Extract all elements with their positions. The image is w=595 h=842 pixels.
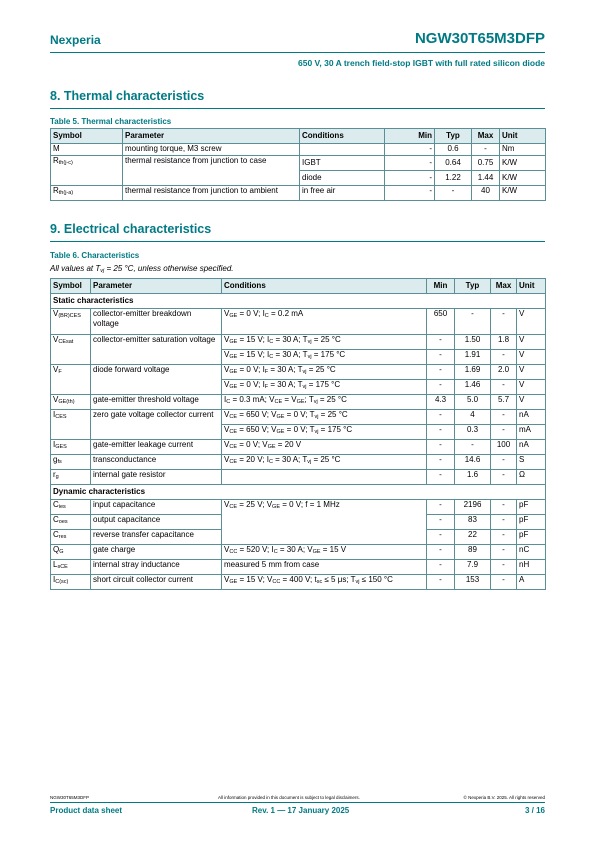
- unit-cell: A: [517, 575, 546, 590]
- col-header: Unit: [500, 129, 546, 144]
- unit-cell: nA: [517, 410, 546, 425]
- parameter-cell: reverse transfer capacitance: [91, 530, 222, 545]
- parameter-cell: transconductance: [91, 455, 222, 470]
- typ-cell: 89: [455, 545, 491, 560]
- footer-doc-type: Product data sheet: [50, 806, 123, 815]
- conditions-cell: $V_{GE} = 0$ V; $I_F = 30$ A; $T_{vj} = 25$ °C: [222, 365, 427, 380]
- conditions-cell: measured 5 mm from case: [222, 560, 427, 575]
- table-row: [51, 309, 546, 335]
- unit-cell: Ω: [517, 470, 546, 485]
- max-cell: -: [491, 500, 517, 515]
- unit-cell: K/W: [500, 156, 546, 171]
- unit-cell: V: [517, 395, 546, 410]
- parameter-cell: output capacitance: [91, 515, 222, 530]
- table-row: [51, 545, 546, 560]
- symbol-cell: $Q_G$: [51, 545, 91, 560]
- col-header: Typ: [435, 129, 472, 144]
- symbol-cell: $L_{sCE}$: [51, 560, 91, 575]
- table-header-row: [51, 279, 546, 294]
- col-header: Parameter: [91, 279, 222, 294]
- parameter-cell: thermal resistance from junction to ambient: [123, 186, 300, 201]
- conditions-cell: $V_{CE} = 25$ V; $V_{GE} = 0$ V; f = 1 MHz: [222, 500, 427, 545]
- section-8-divider: [50, 108, 545, 109]
- table-row: [51, 365, 546, 380]
- min-cell: -: [427, 575, 455, 590]
- typ-cell: 1.69: [455, 365, 491, 380]
- unit-cell: V: [517, 380, 546, 395]
- max-cell: -: [491, 575, 517, 590]
- static-characteristics-label: Static characteristics: [51, 294, 546, 309]
- symbol-cell: $R_{th(j-c)}$: [51, 156, 123, 186]
- unit-cell: nC: [517, 545, 546, 560]
- typ-cell: 22: [455, 530, 491, 545]
- unit-cell: Nm: [500, 144, 546, 156]
- table-row: [51, 395, 546, 410]
- typ-cell: 1.22: [435, 171, 472, 186]
- table-row: [51, 560, 546, 575]
- symbol-cell: $I_{C(sc)}$: [51, 575, 91, 590]
- conditions-cell: $V_{GE} = 15$ V; $I_C = 30$ A; $T_{vj} = 175$ °C: [222, 350, 427, 365]
- max-cell: -: [491, 350, 517, 365]
- typ-cell: 1.6: [455, 470, 491, 485]
- max-cell: -: [491, 560, 517, 575]
- col-header: Max: [491, 279, 517, 294]
- min-cell: -: [427, 335, 455, 350]
- table-row: [51, 335, 546, 350]
- symbol-cell: $V_F$: [51, 365, 91, 395]
- min-cell: -: [427, 545, 455, 560]
- section-9-divider: [50, 241, 545, 242]
- min-cell: -: [427, 455, 455, 470]
- thermal-table: [50, 128, 546, 201]
- symbol-cell: $C_{oes}$: [51, 515, 91, 530]
- symbol-cell: $R_{th(j-a)}$: [51, 186, 123, 201]
- unit-cell: V: [517, 309, 546, 335]
- table-row: [51, 156, 546, 171]
- conditions-cell: in free air: [300, 186, 385, 201]
- conditions-cell: $I_C = 0.3$ mA; $V_{CE} = V_{GE}$; $T_{vj} = 25$ °C: [222, 395, 427, 410]
- typ-cell: 1.50: [455, 335, 491, 350]
- max-cell: 1.44: [472, 171, 500, 186]
- document-subtitle: 650 V, 30 A trench field-stop IGBT with full rated silicon diode: [297, 58, 545, 68]
- parameter-cell: gate-emitter threshold voltage: [91, 395, 222, 410]
- unit-cell: nH: [517, 560, 546, 575]
- min-cell: -: [385, 171, 435, 186]
- section-row: [51, 485, 546, 500]
- min-cell: -: [427, 350, 455, 365]
- table-row: [51, 144, 546, 156]
- section-9-title: 9. Electrical characteristics: [50, 222, 212, 236]
- table-5-caption: Table 5. Thermal characteristics: [50, 117, 172, 126]
- col-header: Max: [472, 129, 500, 144]
- footer-revision: Rev. 1 — 17 January 2025: [252, 806, 350, 815]
- min-cell: -: [427, 530, 455, 545]
- parameter-cell: diode forward voltage: [91, 365, 222, 395]
- conditions-cell: $V_{CC} = 520$ V; $I_C = 30$ A; $V_{GE} = 15$ V: [222, 545, 427, 560]
- max-cell: -: [491, 309, 517, 335]
- min-cell: -: [385, 144, 435, 156]
- typ-cell: 14.6: [455, 455, 491, 470]
- typ-cell: 2196: [455, 500, 491, 515]
- min-cell: -: [427, 365, 455, 380]
- max-cell: 40: [472, 186, 500, 201]
- parameter-cell: mounting torque, M3 screw: [123, 144, 300, 156]
- parameter-cell: input capacitance: [91, 500, 222, 515]
- max-cell: -: [491, 380, 517, 395]
- min-cell: -: [427, 380, 455, 395]
- parameter-cell: collector-emitter saturation voltage: [91, 335, 222, 365]
- max-cell: -: [491, 455, 517, 470]
- conditions-cell: $V_{GE} = 15$ V; $I_C = 30$ A; $T_{vj} = 25$ °C: [222, 335, 427, 350]
- table-row: [51, 410, 546, 425]
- symbol-cell: M: [51, 144, 123, 156]
- parameter-cell: thermal resistance from junction to case: [123, 156, 300, 186]
- conditions-cell: $V_{GE} = 15$ V; $V_{CC} = 400$ V; $t_{sc} \le 5$ μs; $T_{vj} \le 150$ °C: [222, 575, 427, 590]
- typ-cell: -: [455, 309, 491, 335]
- typ-cell: 0.6: [435, 144, 472, 156]
- max-cell: -: [491, 470, 517, 485]
- electrical-table: [50, 278, 546, 590]
- typ-cell: 1.91: [455, 350, 491, 365]
- typ-cell: -: [455, 440, 491, 455]
- min-cell: -: [427, 410, 455, 425]
- col-header: Typ: [455, 279, 491, 294]
- max-cell: 0.75: [472, 156, 500, 171]
- footer-disclaimer: All information provided in this document is subject to legal disclaimers.: [218, 795, 360, 800]
- unit-cell: V: [517, 335, 546, 350]
- max-cell: -: [491, 515, 517, 530]
- max-cell: -: [491, 530, 517, 545]
- conditions-cell: $V_{GE} = 0$ V; $I_F = 30$ A; $T_{vj} = 175$ °C: [222, 380, 427, 395]
- symbol-cell: $V_{(BR)CES}$: [51, 309, 91, 335]
- unit-cell: pF: [517, 500, 546, 515]
- min-cell: -: [427, 425, 455, 440]
- symbol-cell: $I_{CES}$: [51, 410, 91, 440]
- table-6-note: All values at $T_{vj} = 25$ °C, unless otherwise specified.: [50, 264, 234, 274]
- min-cell: -: [427, 560, 455, 575]
- conditions-cell: IGBT: [300, 156, 385, 171]
- col-header: Min: [427, 279, 455, 294]
- table-row: [51, 575, 546, 590]
- part-number: NGW30T65M3DFP: [414, 30, 545, 47]
- typ-cell: 0.64: [435, 156, 472, 171]
- parameter-cell: gate charge: [91, 545, 222, 560]
- unit-cell: V: [517, 365, 546, 380]
- parameter-cell: short circuit collector current: [91, 575, 222, 590]
- unit-cell: V: [517, 350, 546, 365]
- table-6-caption: Table 6. Characteristics: [50, 251, 140, 260]
- min-cell: -: [427, 470, 455, 485]
- min-cell: -: [385, 156, 435, 171]
- footer-doc-id: NGW30T65M3DFP: [50, 795, 90, 800]
- footer-copyright: © Nexperia B.V. 2025. All rights reserved: [463, 795, 545, 800]
- typ-cell: 0.3: [455, 425, 491, 440]
- col-header: Conditions: [222, 279, 427, 294]
- min-cell: -: [427, 440, 455, 455]
- max-cell: -: [491, 545, 517, 560]
- typ-cell: 7.9: [455, 560, 491, 575]
- header-divider: [50, 52, 545, 53]
- symbol-cell: $g_{fs}$: [51, 455, 91, 470]
- col-header: Unit: [517, 279, 546, 294]
- conditions-cell: [222, 470, 427, 485]
- table-row: [51, 186, 546, 201]
- footer-page-number: 3 / 16: [524, 806, 545, 815]
- col-header: Parameter: [123, 129, 300, 144]
- max-cell: 2.0: [491, 365, 517, 380]
- col-header: Conditions: [300, 129, 385, 144]
- unit-cell: K/W: [500, 171, 546, 186]
- symbol-cell: $r_g$: [51, 470, 91, 485]
- conditions-cell: $V_{CE} = 650$ V; $V_{GE} = 0$ V; $T_{vj} = 175$ °C: [222, 425, 427, 440]
- unit-cell: S: [517, 455, 546, 470]
- min-cell: 650: [427, 309, 455, 335]
- table-header-row: [51, 129, 546, 144]
- conditions-cell: $V_{CE} = 20$ V; $I_C = 30$ A; $T_{vj} = 25$ °C: [222, 455, 427, 470]
- typ-cell: 4: [455, 410, 491, 425]
- parameter-cell: internal stray inductance: [91, 560, 222, 575]
- conditions-cell: [300, 144, 385, 156]
- table-row: [51, 455, 546, 470]
- min-cell: 4.3: [427, 395, 455, 410]
- conditions-cell: $V_{GE} = 0$ V; $I_C = 0.2$ mA: [222, 309, 427, 335]
- symbol-cell: $V_{CEsat}$: [51, 335, 91, 365]
- parameter-cell: internal gate resistor: [91, 470, 222, 485]
- parameter-cell: gate-emitter leakage current: [91, 440, 222, 455]
- dynamic-characteristics-label: Dynamic characteristics: [51, 485, 546, 500]
- max-cell: 5.7: [491, 395, 517, 410]
- max-cell: -: [491, 410, 517, 425]
- section-row: [51, 294, 546, 309]
- col-header: Symbol: [51, 279, 91, 294]
- table-row: [51, 500, 546, 515]
- symbol-cell: $I_{GES}$: [51, 440, 91, 455]
- conditions-cell: $V_{CE} = 650$ V; $V_{GE} = 0$ V; $T_{vj} = 25$ °C: [222, 410, 427, 425]
- unit-cell: pF: [517, 515, 546, 530]
- col-header: Symbol: [51, 129, 123, 144]
- conditions-cell: diode: [300, 171, 385, 186]
- max-cell: -: [491, 425, 517, 440]
- footer-divider: [50, 802, 545, 803]
- typ-cell: 5.0: [455, 395, 491, 410]
- table-row: [51, 470, 546, 485]
- symbol-cell: $C_{ies}$: [51, 500, 91, 515]
- typ-cell: -: [435, 186, 472, 201]
- brand-name: Nexperia: [50, 33, 101, 47]
- min-cell: -: [385, 186, 435, 201]
- unit-cell: pF: [517, 530, 546, 545]
- unit-cell: mA: [517, 425, 546, 440]
- max-cell: -: [472, 144, 500, 156]
- parameter-cell: zero gate voltage collector current: [91, 410, 222, 440]
- parameter-cell: collector-emitter breakdown voltage: [91, 309, 222, 335]
- max-cell: 100: [491, 440, 517, 455]
- typ-cell: 153: [455, 575, 491, 590]
- max-cell: 1.8: [491, 335, 517, 350]
- conditions-cell: $V_{CE} = 0$ V; $V_{GE} = 20$ V: [222, 440, 427, 455]
- symbol-cell: $C_{res}$: [51, 530, 91, 545]
- col-header: Min: [385, 129, 435, 144]
- typ-cell: 83: [455, 515, 491, 530]
- table-row: [51, 440, 546, 455]
- unit-cell: K/W: [500, 186, 546, 201]
- min-cell: -: [427, 500, 455, 515]
- unit-cell: nA: [517, 440, 546, 455]
- symbol-cell: $V_{GE(th)}$: [51, 395, 91, 410]
- section-8-title: 8. Thermal characteristics: [50, 89, 205, 103]
- min-cell: -: [427, 515, 455, 530]
- typ-cell: 1.46: [455, 380, 491, 395]
